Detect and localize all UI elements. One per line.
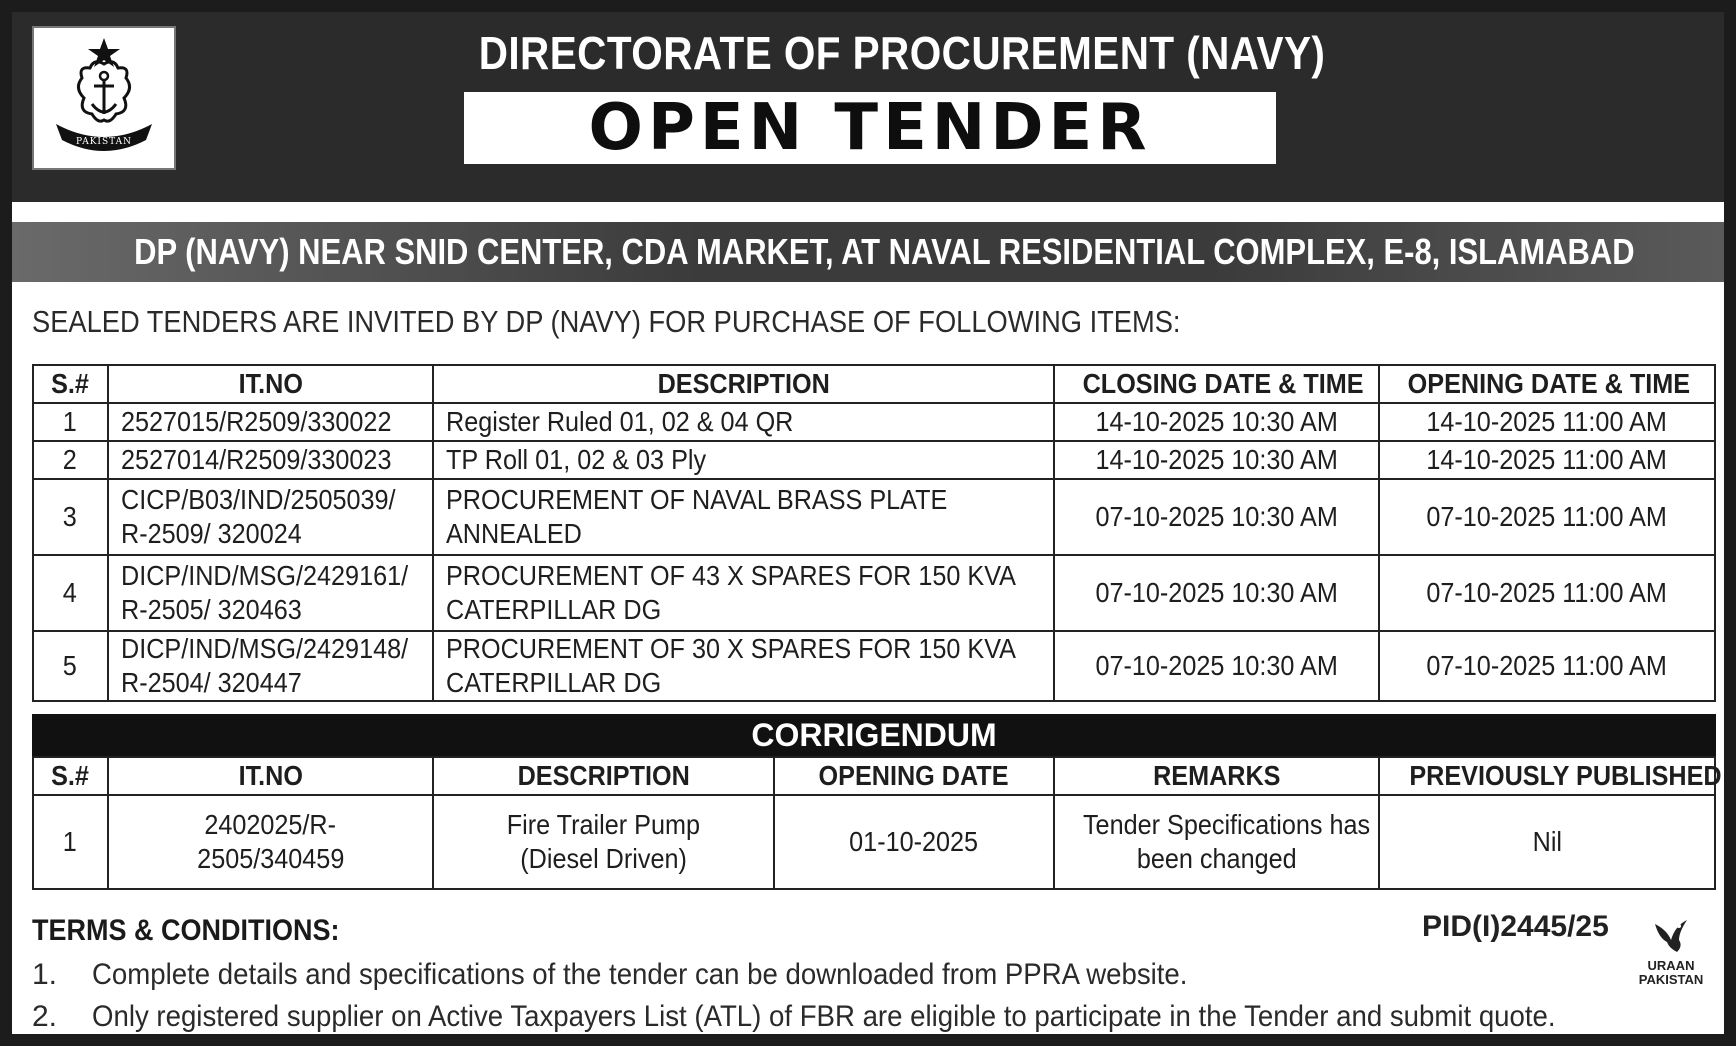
col-header-remarks: REMARKS: [1054, 757, 1379, 795]
row-itno: 2402025/R- 2505/340459: [108, 795, 434, 889]
address-text: DP (NAVY) NEAR SNID CENTER, CDA MARKET, AT NAVAL RESIDENTIAL COMPLEX, E-8, ISLAMABAD: [134, 231, 1635, 272]
row-opening: 07-10-2025 11:00 AM: [1379, 555, 1715, 631]
row-closing: 14-10-2025 10:30 AM: [1054, 441, 1379, 479]
row-closing: 07-10-2025 10:30 AM: [1054, 479, 1379, 555]
table-row: [33, 441, 1715, 479]
term-item: [32, 1000, 1683, 1034]
row-sn: 2: [33, 441, 108, 479]
table-row: [33, 631, 1715, 701]
tender-table: [32, 364, 1716, 702]
col-header-sn: S.#: [33, 365, 108, 403]
term-text: Complete details and specifications of the tender can be downloaded from PPRA website.: [92, 958, 1188, 991]
row-closing: 07-10-2025 10:30 AM: [1054, 631, 1379, 701]
uraan-line2: PAKISTAN: [1638, 972, 1704, 987]
terms-heading: TERMS & CONDITIONS:: [32, 914, 340, 947]
corrigendum-table: [32, 756, 1722, 890]
term-text: Only registered supplier on Active Taxpayers List (ATL) of FBR are eligible to participate in the Tender and submit quote.: [92, 1000, 1556, 1033]
table-row: [33, 403, 1715, 441]
col-header-itno: IT.NO: [108, 365, 434, 403]
row-description: PROCUREMENT OF NAVAL BRASS PLATE ANNEALED: [433, 479, 1054, 555]
row-description: TP Roll 01, 02 & 03 Ply: [433, 441, 1054, 479]
pakistan-navy-crest-icon: [34, 28, 174, 168]
uraan-pakistan-logo: [1626, 916, 1716, 987]
col-header-closing: CLOSING DATE & TIME: [1054, 365, 1379, 403]
row-description: Register Ruled 01, 02 & 04 QR: [433, 403, 1054, 441]
row-description: PROCUREMENT OF 30 X SPARES FOR 150 KVA CATERPILLAR DG: [433, 631, 1054, 701]
col-header-opening: OPENING DATE & TIME: [1379, 365, 1715, 403]
open-tender-heading: OPEN TENDER: [464, 92, 1276, 164]
col-header-previously-published: PREVIOUSLY PUBLISHED: [1379, 757, 1715, 795]
col-header-description: DESCRIPTION: [433, 365, 1054, 403]
row-sn: 4: [33, 555, 108, 631]
table-header-row: [33, 757, 1715, 795]
uraan-bird-icon: [1649, 916, 1693, 956]
row-itno: 2527015/R2509/330022: [108, 403, 434, 441]
row-description: Fire Trailer Pump (Diesel Driven): [433, 795, 773, 889]
row-opening: 14-10-2025 11:00 AM: [1379, 403, 1715, 441]
row-opening-date: 01-10-2025: [774, 795, 1054, 889]
page-title: DIRECTORATE OF PROCUREMENT (NAVY): [478, 27, 1326, 79]
row-opening: 07-10-2025 11:00 AM: [1379, 479, 1715, 555]
col-header-opening-date: OPENING DATE: [774, 757, 1054, 795]
col-header-description: DESCRIPTION: [433, 757, 773, 795]
row-closing: 14-10-2025 10:30 AM: [1054, 403, 1379, 441]
pid-number: PID(I)2445/25: [1422, 910, 1609, 943]
navy-logo: [32, 26, 176, 170]
row-itno: 2527014/R2509/330023: [108, 441, 434, 479]
term-number: 1.: [32, 958, 58, 991]
row-remarks: Tender Specifications has been changed: [1054, 795, 1379, 889]
table-header-row: [33, 365, 1715, 403]
svg-text:PAKISTAN: PAKISTAN: [75, 137, 133, 147]
col-header-itno: IT.NO: [108, 757, 434, 795]
address-bar: [12, 222, 1724, 282]
row-sn: 1: [33, 403, 108, 441]
row-itno: CICP/B03/IND/2505039/ R-2509/ 320024: [108, 479, 434, 555]
intro-text: SEALED TENDERS ARE INVITED BY DP (NAVY) FOR PURCHASE OF FOLLOWING ITEMS:: [32, 304, 1181, 339]
row-previously-published: Nil: [1379, 795, 1715, 889]
uraan-line1: URAAN: [1647, 958, 1695, 973]
header-banner: [12, 12, 1724, 202]
term-item: [32, 958, 1283, 992]
row-itno: DICP/IND/MSG/2429148/ R-2504/ 320447: [108, 631, 434, 701]
row-opening: 07-10-2025 11:00 AM: [1379, 631, 1715, 701]
row-sn: 5: [33, 631, 108, 701]
row-description: PROCUREMENT OF 43 X SPARES FOR 150 KVA CATERPILLAR DG: [433, 555, 1054, 631]
row-sn: 1: [33, 795, 108, 889]
row-opening: 14-10-2025 11:00 AM: [1379, 441, 1715, 479]
table-row: [33, 795, 1715, 889]
row-sn: 3: [33, 479, 108, 555]
corrigendum-heading: CORRIGENDUM: [32, 714, 1716, 756]
table-row: [33, 555, 1715, 631]
row-itno: DICP/IND/MSG/2429161/ R-2505/ 320463: [108, 555, 434, 631]
table-row: [33, 479, 1715, 555]
col-header-sn: S.#: [33, 757, 108, 795]
term-number: 2.: [32, 1000, 58, 1033]
row-closing: 07-10-2025 10:30 AM: [1054, 555, 1379, 631]
